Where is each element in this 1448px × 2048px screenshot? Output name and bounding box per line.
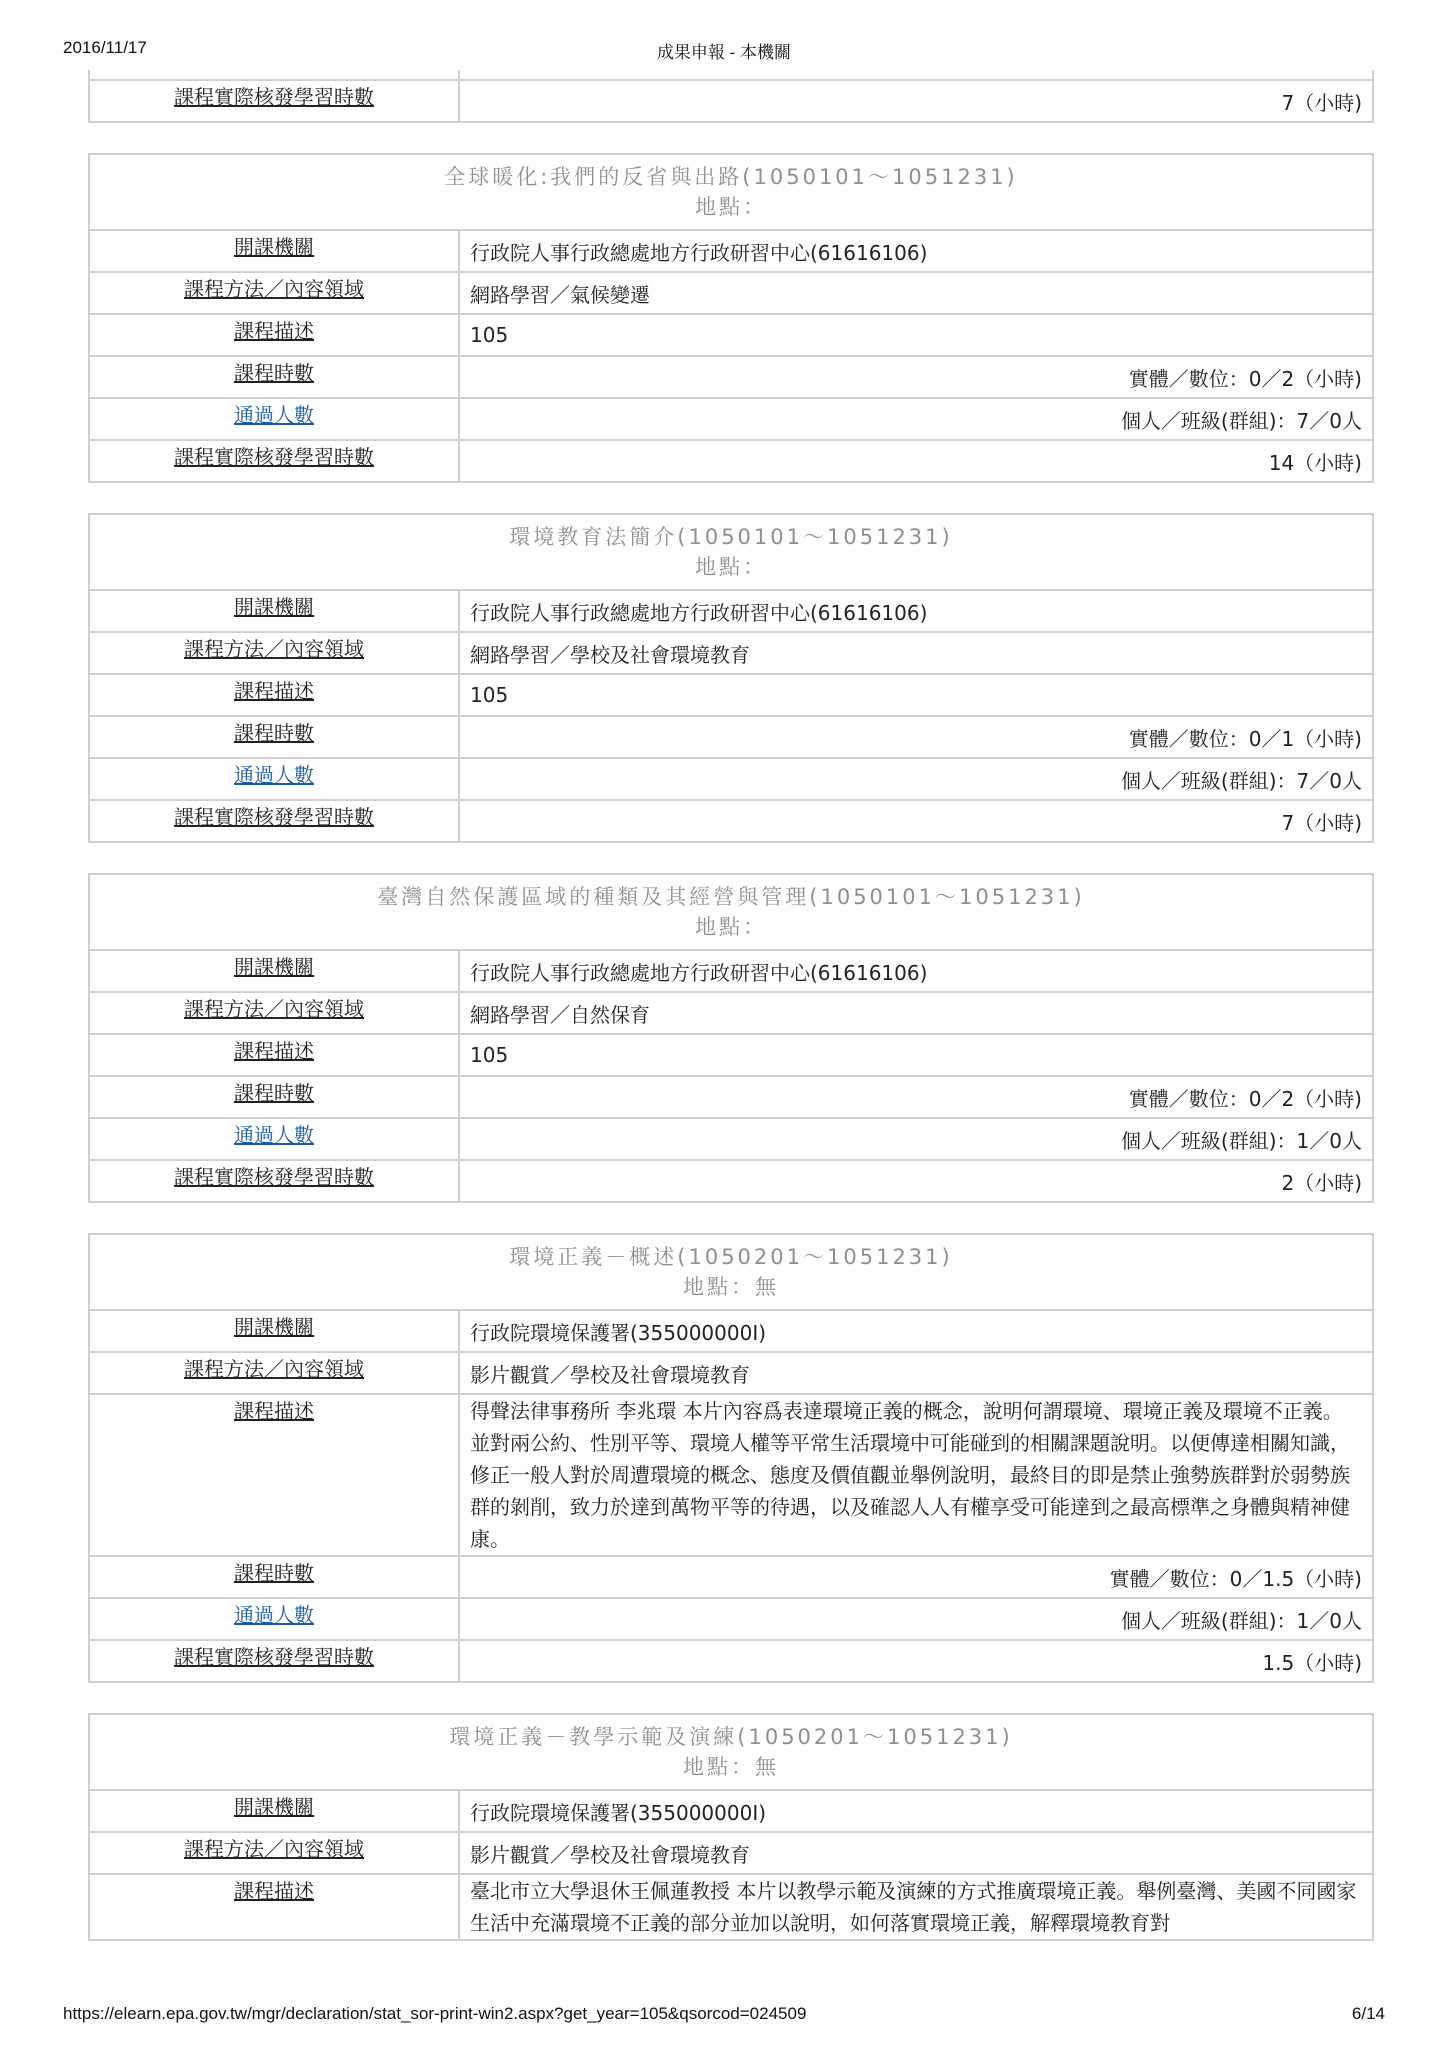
course-table-partial (88, 70, 1374, 123)
actual-hours-label: 課程實際核發學習時數 (89, 1160, 459, 1202)
course-location: 地點：無 (683, 1755, 779, 1779)
course-table (88, 1233, 1374, 1683)
method-label: 課程方法／內容領域 (89, 272, 459, 314)
method-label: 課程方法／內容領域 (89, 632, 459, 674)
print-url: https://elearn.epa.gov.tw/mgr/declaration/stat_sor-print-win2.aspx?get_year=105&qsorcod=024509 (63, 2004, 807, 2023)
agency-label: 開課機關 (89, 230, 459, 272)
passed-label: 通過人數 (89, 1118, 459, 1160)
course-location: 地點： (695, 915, 767, 939)
method-value: 網路學習／氣候變遷 (459, 272, 1373, 314)
course-table (88, 513, 1374, 843)
description-label: 課程描述 (89, 674, 459, 716)
passed-value: 個人／班級(群組)：1／0人 (459, 1118, 1373, 1160)
passed-value: 個人／班級(群組)：1／0人 (459, 1598, 1373, 1640)
hours-label: 課程時數 (89, 356, 459, 398)
course-header (89, 874, 1373, 950)
actual-hours-label: 課程實際核發學習時數 (89, 1640, 459, 1682)
agency-label: 開課機關 (89, 950, 459, 992)
passed-label: 通過人數 (89, 398, 459, 440)
course-header (89, 1714, 1373, 1790)
hours-value: 實體／數位：0／2（小時) (459, 1076, 1373, 1118)
agency-label: 開課機關 (89, 1310, 459, 1352)
method-label: 課程方法／內容領域 (89, 992, 459, 1034)
description-label: 課程描述 (89, 1034, 459, 1076)
description-value: 臺北市立大學退休王佩蓮教授 本片以教學示範及演練的方式推廣環境正義。舉例臺灣、美國不同國家生活中充滿環境不正義的部分並加以說明，如何落實環境正義，解釋環境教育對 (459, 1874, 1373, 1940)
actual-hours-value: 7（小時) (459, 800, 1373, 842)
method-value: 影片觀賞／學校及社會環境教育 (459, 1352, 1373, 1394)
course-header (89, 514, 1373, 590)
actual-hours-value: 2（小時) (459, 1160, 1373, 1202)
hours-label: 課程時數 (89, 716, 459, 758)
description-value: 105 (459, 314, 1373, 356)
print-header (63, 38, 1385, 62)
method-value: 網路學習／自然保育 (459, 992, 1373, 1034)
hours-label: 課程時數 (89, 1556, 459, 1598)
passed-value: 個人／班級(群組)：7／0人 (459, 398, 1373, 440)
agency-value: 行政院環境保護署(355000000I) (459, 1790, 1373, 1832)
actual-hours-label: 課程實際核發學習時數 (89, 800, 459, 842)
description-value: 得聲法律事務所 李兆環 本片內容爲表達環境正義的概念，說明何謂環境、環境正義及環境不正義。並對兩公約、性別平等、環境人權等平常生活環境中可能碰到的相關課題說明。以便傳達相關知識，修正一般人對於周遭環境的概念、態度及價值觀並舉例說明，最終目的即是禁止強勢族群對於弱勢族群的剝削，致力於達到萬物平等的待遇，以及確認人人有權享受可能達到之最高標準之身體與精神健康。 (459, 1394, 1373, 1556)
actual-hours-value: 7（小時) (459, 80, 1373, 122)
course-header (89, 154, 1373, 230)
description-value: 105 (459, 674, 1373, 716)
course-table (88, 153, 1374, 483)
course-location: 地點：無 (683, 1275, 779, 1299)
hours-value: 實體／數位：0／1（小時) (459, 716, 1373, 758)
course-table (88, 1713, 1374, 1941)
print-date: 2016/11/17 (63, 38, 147, 57)
passed-value: 個人／班級(群組)：7／0人 (459, 758, 1373, 800)
actual-hours-label: 課程實際核發學習時數 (89, 80, 459, 122)
actual-hours-label: 課程實際核發學習時數 (89, 440, 459, 482)
course-location: 地點： (695, 555, 767, 579)
description-label: 課程描述 (89, 1874, 459, 1940)
hours-value: 實體／數位：0／2（小時) (459, 356, 1373, 398)
hours-value: 實體／數位：0／1.5（小時) (459, 1556, 1373, 1598)
course-title: 臺灣自然保護區域的種類及其經營與管理(1050101～1051231) (377, 885, 1085, 909)
passed-label: 通過人數 (89, 1598, 459, 1640)
actual-hours-value: 14（小時) (459, 440, 1373, 482)
agency-label: 開課機關 (89, 590, 459, 632)
description-label: 課程描述 (89, 314, 459, 356)
passed-label: 通過人數 (89, 758, 459, 800)
page-number: 6/14 (1351, 2004, 1385, 2023)
course-location: 地點： (695, 195, 767, 219)
agency-value: 行政院人事行政總處地方行政研習中心(61616106) (459, 230, 1373, 272)
method-label: 課程方法／內容領域 (89, 1352, 459, 1394)
course-header (89, 1234, 1373, 1310)
course-list (88, 70, 1374, 1990)
method-value: 網路學習／學校及社會環境教育 (459, 632, 1373, 674)
description-value: 105 (459, 1034, 1373, 1076)
course-title: 環境教育法簡介(1050101～1051231) (509, 525, 953, 549)
print-title: 成果申報 - 本機關 (656, 43, 792, 62)
agency-label: 開課機關 (89, 1790, 459, 1832)
method-label: 課程方法／內容領域 (89, 1832, 459, 1874)
print-footer (63, 2004, 1385, 2028)
course-title: 環境正義－概述(1050201～1051231) (509, 1245, 953, 1269)
description-label: 課程描述 (89, 1394, 459, 1556)
course-table (88, 873, 1374, 1203)
agency-value: 行政院人事行政總處地方行政研習中心(61616106) (459, 950, 1373, 992)
method-value: 影片觀賞／學校及社會環境教育 (459, 1832, 1373, 1874)
course-title: 全球暖化:我們的反省與出路(1050101～1051231) (444, 165, 1018, 189)
agency-value: 行政院人事行政總處地方行政研習中心(61616106) (459, 590, 1373, 632)
hours-label: 課程時數 (89, 1076, 459, 1118)
agency-value: 行政院環境保護署(355000000I) (459, 1310, 1373, 1352)
actual-hours-value: 1.5（小時) (459, 1640, 1373, 1682)
course-title: 環境正義－教學示範及演練(1050201～1051231) (449, 1725, 1013, 1749)
